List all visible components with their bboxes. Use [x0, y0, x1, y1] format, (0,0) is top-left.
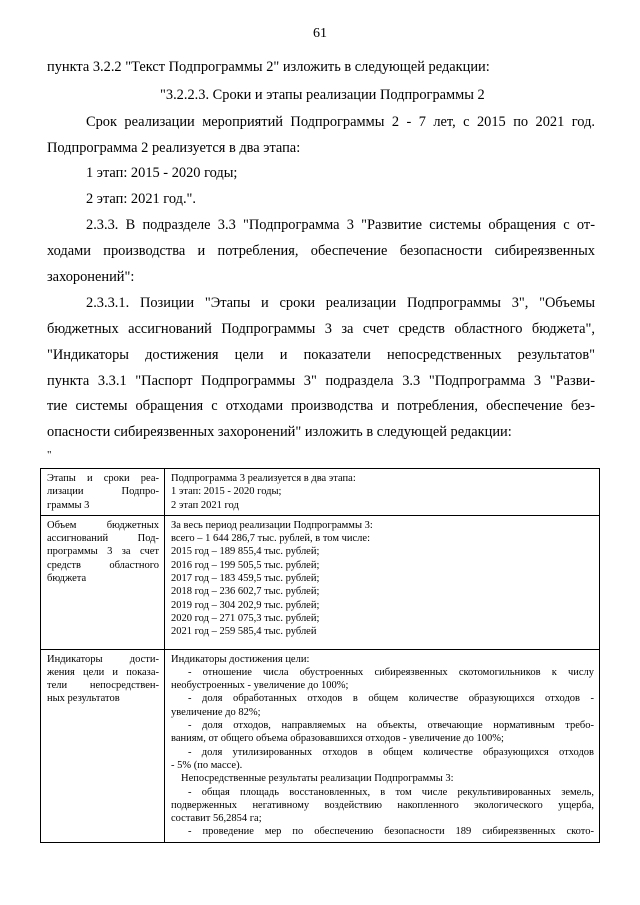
paragraph-line: "Индикаторы достижения цели и показатели непосредственных результатов" — [47, 347, 595, 363]
label-line: лизации Подпро- — [47, 486, 159, 498]
row-label-cell — [41, 649, 165, 842]
label-line: жения цели и показа- — [47, 666, 159, 678]
paragraph-line: пункта 3.2.2 "Текст Подпрограммы 2" изложить в следующей редакции: — [47, 59, 490, 75]
cell-line: 2021 год – 259 585,4 тыс. рублей — [171, 626, 317, 638]
cell-line: - 5% (по массе). — [171, 759, 243, 771]
label-line: программы 3 за счет — [47, 546, 159, 558]
cell-line: 2 этап 2021 год — [171, 499, 239, 511]
table-row — [41, 515, 600, 649]
paragraph-line: бюджетных ассигнований Подпрограммы 3 за счет средств областного бюджета", — [47, 321, 595, 337]
cell-line: 2020 год – 271 075,3 тыс. рублей; — [171, 612, 320, 624]
paragraph-line: 2 этап: 2021 год.". — [86, 191, 197, 207]
row-value-cell — [165, 515, 600, 649]
label-line: Индикаторы дости- — [47, 653, 159, 665]
cell-line: увеличение до 82%; — [171, 706, 261, 718]
label-line: Этапы и сроки реа- — [47, 473, 159, 484]
cell-line: За весь период реализации Подпрограммы 3: — [171, 519, 373, 531]
label-line: граммы 3 — [47, 499, 90, 511]
paragraph-line: 2.3.3. В подразделе 3.3 "Подпрограмма 3 "Развитие системы обращения с от- — [86, 217, 595, 233]
paragraph-line: пункта 3.3.1 "Паспорт Подпрограммы 3" подраздела 3.3 "Подпрограмма 3 "Разви- — [47, 373, 595, 389]
cell-line: 2018 год – 236 602,7 тыс. рублей; — [171, 586, 320, 598]
row-value-cell — [165, 649, 600, 842]
label-line: средств областного — [47, 559, 159, 571]
table-row — [41, 649, 600, 842]
cell-spacer — [171, 639, 594, 646]
table-row — [41, 469, 600, 516]
cell-line: ваниям, от общего объема образовавшихся отходов - увеличение до 100%; — [171, 733, 504, 745]
cell-line: - общая площадь восстановленных, в том числе рекультивированных земель, — [188, 786, 594, 798]
label-line: бюджета — [47, 573, 87, 585]
label-line: Объем бюджетных — [47, 519, 159, 531]
paragraph-line: опасности сибиреязвенных захоронений" изложить в следующей редакции: — [47, 424, 512, 440]
cell-line: 2015 год – 189 855,4 тыс. рублей; — [171, 546, 320, 558]
paragraph-line: захоронений": — [47, 269, 135, 285]
cell-line: 2016 год – 199 505,5 тыс. рублей; — [171, 559, 320, 571]
cell-line: - доля отходов, направляемых на объекты, отвечающие нормативным требо- — [188, 720, 594, 732]
paragraph-line: тие системы обращения с отходами производства и потребления, обеспечение без- — [47, 398, 595, 414]
cell-line: Подпрограмма 3 реализуется в два этапа: — [171, 473, 356, 484]
section-heading: "3.2.2.3. Сроки и этапы реализации Подпрограммы 2 — [160, 87, 485, 103]
cell-line: всего – 1 644 286,7 тыс. рублей, в том числе: — [171, 533, 370, 545]
cell-line: 2019 год – 304 202,9 тыс. рублей; — [171, 599, 320, 611]
cell-line: - отношение числа обустроенных сибиреязвенных скотомогильников к числу — [188, 666, 594, 678]
quote-mark: " — [47, 449, 52, 461]
cell-line: - проведение мер по обеспечению безопасности 189 сибиреязвенных ското- — [188, 826, 594, 838]
label-line: ассигнований Под- — [47, 533, 159, 545]
label-line: ных результатов — [47, 693, 120, 705]
paragraph-line: ходами производства и потребления, обеспечение безопасности сибиреязвенных — [47, 243, 595, 259]
cell-line: 1 этап: 2015 - 2020 годы; — [171, 486, 282, 498]
passport-table — [40, 468, 600, 843]
paragraph-line: Срок реализации мероприятий Подпрограммы 2 - 7 лет, с 2015 по 2021 год. — [86, 114, 595, 130]
cell-line: составит 56,2854 га; — [171, 813, 262, 825]
cell-line: Непосредственные результаты реализации Подпрограммы 3: — [181, 773, 454, 785]
cell-line: - доля обработанных отходов в общем количестве образующихся отходов - — [188, 693, 594, 705]
cell-line: подверженных негативному воздействию накопленного экологического ущерба, — [171, 799, 594, 811]
paragraph-line: 1 этап: 2015 - 2020 годы; — [86, 165, 238, 181]
cell-line: необустроенных - увеличение до 100%; — [171, 680, 349, 692]
paragraph-line: 2.3.3.1. Позиции "Этапы и сроки реализации Подпрограммы 3", "Объемы — [86, 295, 595, 311]
paragraph-line: Подпрограмма 2 реализуется в два этапа: — [47, 140, 301, 156]
cell-line: - доля утилизированных отходов в общем количестве образующихся отходов — [188, 746, 594, 758]
row-label-cell — [41, 469, 165, 516]
row-label-cell — [41, 515, 165, 649]
cell-line: 2017 год – 183 459,5 тыс. рублей; — [171, 573, 320, 585]
page-number: 61 — [313, 26, 327, 41]
label-line: тели непосредствен- — [47, 680, 159, 692]
cell-line: Индикаторы достижения цели: — [171, 653, 310, 665]
row-value-cell — [165, 469, 600, 516]
